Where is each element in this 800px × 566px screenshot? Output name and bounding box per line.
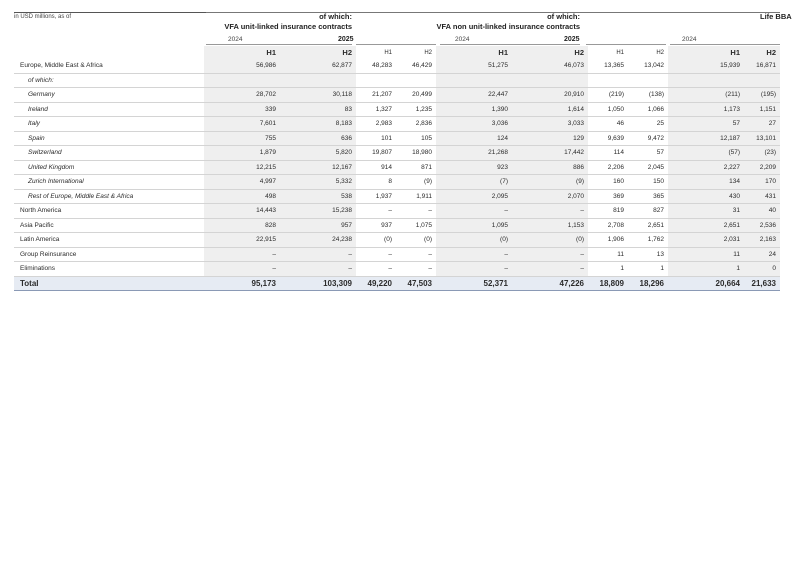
value-cell: 20,664	[668, 276, 744, 291]
value-cell: 2,070	[512, 189, 588, 204]
value-cell: 20,499	[396, 88, 436, 103]
row-label: Asia Pacific	[14, 218, 204, 233]
group-header-line1: of which:	[547, 12, 580, 21]
value-cell: 1,153	[512, 218, 588, 233]
table-row	[14, 73, 780, 88]
value-cell: 886	[512, 160, 588, 175]
row-label: North America	[14, 204, 204, 219]
year-label: 2024	[228, 36, 243, 43]
value-cell: 538	[280, 189, 356, 204]
value-cell	[356, 73, 396, 88]
value-cell: 48,283	[356, 59, 396, 73]
value-cell: 636	[280, 131, 356, 146]
table-row	[14, 233, 780, 248]
value-cell: 827	[628, 204, 668, 219]
value-cell	[396, 73, 436, 88]
value-cell: 1,762	[628, 233, 668, 248]
value-cell: (0)	[512, 233, 588, 248]
table-row	[14, 262, 780, 277]
value-cell: –	[204, 247, 280, 262]
value-cell: 1,066	[628, 102, 668, 117]
value-cell: 105	[396, 131, 436, 146]
value-cell: 1	[588, 262, 628, 277]
value-cell: 16,871	[744, 59, 780, 73]
value-cell: 7,601	[204, 117, 280, 132]
row-label: Ireland	[14, 102, 204, 117]
value-cell: 13,365	[588, 59, 628, 73]
value-cell: 46	[588, 117, 628, 132]
value-cell	[280, 73, 356, 88]
header-spacer	[14, 46, 204, 59]
row-label: Latin America	[14, 233, 204, 248]
value-cell: 18,296	[628, 276, 668, 291]
value-cell: 49,220	[356, 276, 396, 291]
value-cell: 2,651	[668, 218, 744, 233]
value-cell: 755	[204, 131, 280, 146]
value-cell: –	[280, 247, 356, 262]
value-cell: 3,033	[512, 117, 588, 132]
row-label: Total	[14, 276, 204, 291]
group-header-line1: of which:	[319, 12, 352, 21]
value-cell: 5,332	[280, 175, 356, 190]
value-cell: (0)	[396, 233, 436, 248]
value-cell: 24	[744, 247, 780, 262]
row-label: Rest of Europe, Middle East & Africa	[14, 189, 204, 204]
data-table	[14, 46, 780, 291]
value-cell: 21,207	[356, 88, 396, 103]
value-cell: 1,911	[396, 189, 436, 204]
half-header: H1	[436, 46, 512, 59]
year-rule	[356, 44, 436, 45]
year-rule	[206, 44, 352, 45]
value-cell: 871	[396, 160, 436, 175]
value-cell: –	[356, 247, 396, 262]
value-cell: 25	[628, 117, 668, 132]
value-cell: 12,187	[668, 131, 744, 146]
value-cell: 2,045	[628, 160, 668, 175]
value-cell: 83	[280, 102, 356, 117]
table-row	[14, 160, 780, 175]
value-cell: (7)	[436, 175, 512, 190]
value-cell	[512, 73, 588, 88]
value-cell: 1,879	[204, 146, 280, 161]
value-cell: 957	[280, 218, 356, 233]
value-cell: 51,275	[436, 59, 512, 73]
value-cell: (0)	[436, 233, 512, 248]
half-header: H2	[512, 46, 588, 59]
value-cell: 1,327	[356, 102, 396, 117]
value-cell: 95,173	[204, 276, 280, 291]
value-cell: 8,183	[280, 117, 356, 132]
value-cell: 1,614	[512, 102, 588, 117]
table-row	[14, 204, 780, 219]
row-label: Europe, Middle East & Africa	[14, 59, 204, 73]
value-cell: 24,238	[280, 233, 356, 248]
value-cell: 3,036	[436, 117, 512, 132]
value-cell: 101	[356, 131, 396, 146]
value-cell: 15,238	[280, 204, 356, 219]
value-cell: (9)	[396, 175, 436, 190]
year-rule	[586, 44, 666, 45]
half-header: H1	[204, 46, 280, 59]
table-body	[14, 46, 780, 291]
half-header: H2	[744, 46, 780, 59]
row-label: Eliminations	[14, 262, 204, 277]
value-cell: 103,309	[280, 276, 356, 291]
year-rule	[440, 44, 580, 45]
half-header: H2	[656, 49, 664, 56]
value-cell: 170	[744, 175, 780, 190]
value-cell: 18,809	[588, 276, 628, 291]
year-label: 2024	[682, 36, 697, 43]
value-cell: 1,937	[356, 189, 396, 204]
value-cell: 31	[668, 204, 744, 219]
value-cell: 431	[744, 189, 780, 204]
value-cell: 57	[628, 146, 668, 161]
value-cell: 2,227	[668, 160, 744, 175]
value-cell: 12,167	[280, 160, 356, 175]
year-label: 2025	[338, 36, 354, 43]
value-cell: 1	[668, 262, 744, 277]
value-cell: 14,443	[204, 204, 280, 219]
value-cell: 15,939	[668, 59, 744, 73]
value-cell: 923	[436, 160, 512, 175]
value-cell: 134	[668, 175, 744, 190]
total-row	[14, 276, 780, 291]
table-row	[14, 175, 780, 190]
value-cell: 1,173	[668, 102, 744, 117]
table-row	[14, 218, 780, 233]
value-cell: 47,226	[512, 276, 588, 291]
row-label: United Kingdom	[14, 160, 204, 175]
value-cell: 369	[588, 189, 628, 204]
half-header: H1	[668, 46, 744, 59]
row-label: of which:	[14, 73, 204, 88]
value-cell: 12,215	[204, 160, 280, 175]
value-cell: 40	[744, 204, 780, 219]
value-cell	[204, 73, 280, 88]
value-cell: 5,820	[280, 146, 356, 161]
table-row	[14, 131, 780, 146]
value-cell: 819	[588, 204, 628, 219]
value-cell: 28,702	[204, 88, 280, 103]
group-header-line2: Life BBA	[760, 12, 792, 21]
value-cell: –	[512, 247, 588, 262]
group-header-life-bba	[700, 12, 800, 22]
table-row	[14, 117, 780, 132]
value-cell: 937	[356, 218, 396, 233]
value-cell: 914	[356, 160, 396, 175]
value-cell: –	[436, 247, 512, 262]
value-cell: –	[436, 204, 512, 219]
row-label: Italy	[14, 117, 204, 132]
value-cell: 1,050	[588, 102, 628, 117]
value-cell: 4,997	[204, 175, 280, 190]
value-cell: 1,095	[436, 218, 512, 233]
value-cell: 2,836	[396, 117, 436, 132]
value-cell: 17,442	[512, 146, 588, 161]
value-cell: –	[512, 262, 588, 277]
value-cell: –	[396, 204, 436, 219]
value-cell: 20,910	[512, 88, 588, 103]
value-cell: 2,708	[588, 218, 628, 233]
table-row	[14, 102, 780, 117]
value-cell: –	[204, 262, 280, 277]
value-cell: 828	[204, 218, 280, 233]
value-cell: 1,235	[396, 102, 436, 117]
value-cell: 47,503	[396, 276, 436, 291]
value-cell: 1,906	[588, 233, 628, 248]
value-cell: –	[396, 247, 436, 262]
value-cell: –	[512, 204, 588, 219]
value-cell: 52,371	[436, 276, 512, 291]
value-cell: 1	[628, 262, 668, 277]
value-cell: 150	[628, 175, 668, 190]
value-cell: 27	[744, 117, 780, 132]
value-cell: 0	[744, 262, 780, 277]
half-header: H1	[384, 49, 392, 56]
value-cell: (57)	[668, 146, 744, 161]
value-cell: 114	[588, 146, 628, 161]
value-cell: 1,075	[396, 218, 436, 233]
value-cell: 13,042	[628, 59, 668, 73]
table-row	[14, 247, 780, 262]
value-cell: 21,268	[436, 146, 512, 161]
value-cell	[588, 73, 628, 88]
half-header: H2	[424, 49, 432, 56]
value-cell: 160	[588, 175, 628, 190]
value-cell: (9)	[512, 175, 588, 190]
value-cell: 2,536	[744, 218, 780, 233]
value-cell: 19,807	[356, 146, 396, 161]
value-cell	[668, 73, 744, 88]
value-cell: 21,633	[744, 276, 780, 291]
value-cell: –	[356, 262, 396, 277]
table-row	[14, 189, 780, 204]
row-label: Zurich International	[14, 175, 204, 190]
table-row	[14, 146, 780, 161]
value-cell: –	[356, 204, 396, 219]
value-cell: 30,118	[280, 88, 356, 103]
value-cell: 22,447	[436, 88, 512, 103]
value-cell: 2,206	[588, 160, 628, 175]
value-cell	[628, 73, 668, 88]
group-header-vfa-non-unit-linked	[420, 12, 580, 32]
value-cell: (211)	[668, 88, 744, 103]
value-cell: –	[396, 262, 436, 277]
value-cell: –	[280, 262, 356, 277]
row-label: Spain	[14, 131, 204, 146]
table-row	[14, 59, 780, 73]
value-cell: 339	[204, 102, 280, 117]
group-header-vfa-unit-linked	[206, 12, 352, 32]
value-cell: 2,163	[744, 233, 780, 248]
value-cell: 2,983	[356, 117, 396, 132]
year-rule	[670, 44, 780, 45]
row-label: Germany	[14, 88, 204, 103]
value-cell: 56,986	[204, 59, 280, 73]
half-header-row	[14, 46, 780, 59]
value-cell: 498	[204, 189, 280, 204]
value-cell: 9,639	[588, 131, 628, 146]
half-header: H2	[280, 46, 356, 59]
value-cell: 129	[512, 131, 588, 146]
table-row	[14, 88, 780, 103]
value-cell: 13	[628, 247, 668, 262]
year-label: 2025	[564, 36, 580, 43]
value-cell: 46,073	[512, 59, 588, 73]
value-cell: 1,151	[744, 102, 780, 117]
value-cell: (219)	[588, 88, 628, 103]
value-cell: 2,209	[744, 160, 780, 175]
half-header: H1	[616, 49, 624, 56]
value-cell: 18,980	[396, 146, 436, 161]
value-cell: 13,101	[744, 131, 780, 146]
group-header-line2: VFA unit-linked insurance contracts	[224, 22, 352, 31]
value-cell: (23)	[744, 146, 780, 161]
value-cell: 365	[628, 189, 668, 204]
group-header-line2: VFA non unit-linked insurance contracts	[436, 22, 580, 31]
value-cell: 2,095	[436, 189, 512, 204]
value-cell: 124	[436, 131, 512, 146]
row-label: Switzerland	[14, 146, 204, 161]
value-cell: –	[436, 262, 512, 277]
value-cell: 11	[668, 247, 744, 262]
value-cell: 1,390	[436, 102, 512, 117]
value-cell: (0)	[356, 233, 396, 248]
value-cell: 2,031	[668, 233, 744, 248]
value-cell: (138)	[628, 88, 668, 103]
unit-note: in USD millions, as of	[14, 14, 72, 20]
value-cell: 430	[668, 189, 744, 204]
header-rule-left	[14, 12, 206, 13]
value-cell	[436, 73, 512, 88]
value-cell: 46,429	[396, 59, 436, 73]
value-cell: (195)	[744, 88, 780, 103]
value-cell: 57	[668, 117, 744, 132]
value-cell: 9,472	[628, 131, 668, 146]
value-cell: 62,877	[280, 59, 356, 73]
row-label: Group Reinsurance	[14, 247, 204, 262]
value-cell	[744, 73, 780, 88]
value-cell: 8	[356, 175, 396, 190]
value-cell: 11	[588, 247, 628, 262]
value-cell: 2,651	[628, 218, 668, 233]
value-cell: 22,915	[204, 233, 280, 248]
year-label: 2024	[455, 36, 470, 43]
